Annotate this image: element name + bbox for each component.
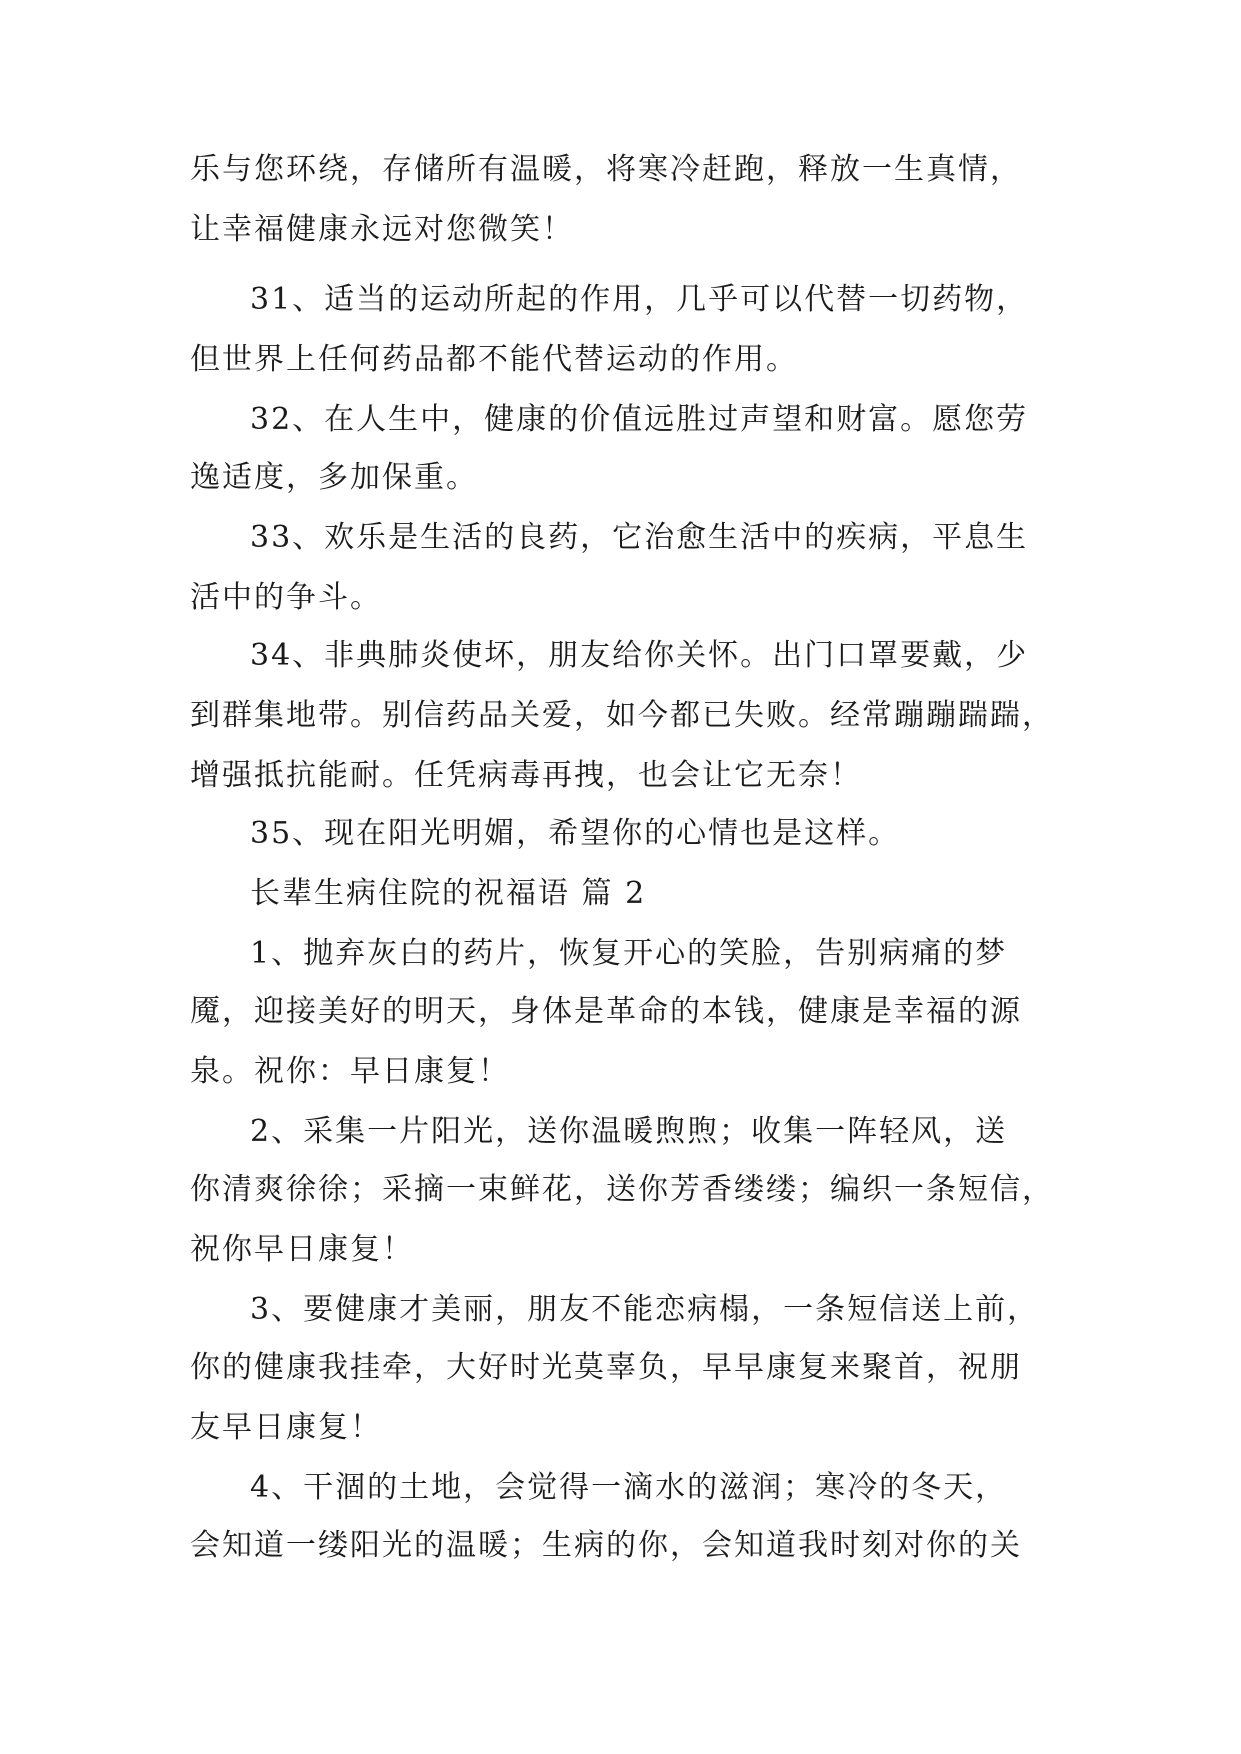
text-line: 33、欢乐是生活的良药，它治愈生活中的疾病，平息生: [250, 520, 1029, 555]
text-line: 2、采集一片阳光，送你温暖煦煦；收集一阵轻风，送: [250, 1114, 1008, 1149]
text-line: 友早日康复！: [190, 1410, 382, 1445]
text-line: 32、在人生中，健康的价值远胜过声望和财富。愿您劳: [250, 402, 1029, 437]
text-line: 会知道一缕阳光的温暖；生病的你，会知道我时刻对你的关: [190, 1528, 1022, 1563]
text-line: 魇，迎接美好的明天，身体是革命的本钱，健康是幸福的源: [190, 994, 1022, 1029]
text-line: 泉。祝你：早日康复！: [190, 1054, 510, 1089]
text-line: 31、适当的运动所起的作用，几乎可以代替一切药物，: [250, 282, 1029, 317]
text-line: 35、现在阳光明媚，希望你的心情也是这样。: [250, 816, 901, 851]
text-line: 1、抛弃灰白的药片，恢复开心的笑脸，告别病痛的梦: [250, 936, 1008, 971]
text-line: 你的健康我挂牵，大好时光莫辜负，早早康复来聚首，祝朋: [190, 1350, 1022, 1385]
text-line: 但世界上任何药品都不能代替运动的作用。: [190, 342, 798, 377]
section-heading: 长辈生病住院的祝福语 篇 2: [250, 876, 647, 911]
text-line: 34、非典肺炎使坏，朋友给你关怀。出门口罩要戴，少: [250, 638, 1029, 673]
text-line: 逸适度，多加保重。: [190, 460, 478, 495]
text-line: 乐与您环绕，存储所有温暖，将寒冷赶跑，释放一生真情，: [190, 152, 1022, 187]
text-line: 让幸福健康永远对您微笑！: [190, 212, 574, 247]
text-line: 你清爽徐徐；采摘一束鲜花，送你芳香缕缕；编织一条短信，: [190, 1172, 1054, 1207]
text-line: 到群集地带。别信药品关爱，如今都已失败。经常蹦蹦踹踹，: [190, 698, 1054, 733]
text-line: 3、要健康才美丽，朋友不能恋病榻，一条短信送上前，: [250, 1292, 1040, 1327]
text-line: 4、干涸的土地，会觉得一滴水的滋润；寒冷的冬天，: [250, 1470, 1008, 1505]
text-line: 增强抵抗能耐。任凭病毒再拽，也会让它无奈！: [190, 758, 862, 793]
text-line: 活中的争斗。: [190, 580, 382, 615]
text-line: 祝你早日康复！: [190, 1232, 414, 1267]
